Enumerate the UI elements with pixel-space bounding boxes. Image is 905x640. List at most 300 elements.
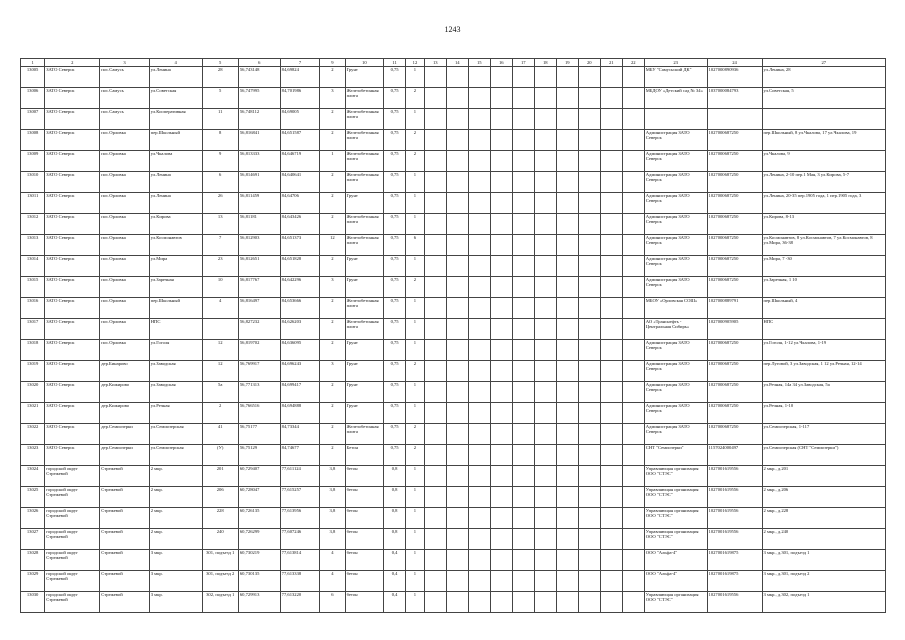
table-cell: 1 xyxy=(406,508,425,529)
table-cell: ЗАТО Северск xyxy=(45,277,100,298)
table-cell xyxy=(622,424,644,445)
table-cell: 1 xyxy=(406,529,425,550)
table-cell: 301, подъезд 1 xyxy=(202,550,238,571)
table-cell xyxy=(556,550,578,571)
table-cell xyxy=(446,151,468,172)
table-cell: 240 xyxy=(202,529,238,550)
table-cell xyxy=(578,235,600,256)
table-cell: городской округ Стрежевой xyxy=(45,487,100,508)
table-cell: ул.Семиозерская xyxy=(149,445,202,466)
table-row xyxy=(21,88,886,109)
table-cell xyxy=(622,508,644,529)
table-cell xyxy=(424,340,446,361)
table-cell: 56,811459 xyxy=(238,193,280,214)
table-cell: Стрежевой xyxy=(100,550,150,571)
table-cell: Администрация ЗАТО Северск xyxy=(644,277,707,298)
table-cell: 0,75 xyxy=(384,88,406,109)
table-cell: ЗАТО Северск xyxy=(45,193,100,214)
table-cell xyxy=(600,235,622,256)
table-cell: 56,812651 xyxy=(238,256,280,277)
table-cell: 0,75 xyxy=(384,193,406,214)
table-cell: ЗАТО Северск xyxy=(45,172,100,193)
table-cell: 2 xyxy=(320,256,345,277)
table-cell: 13020 xyxy=(21,382,45,403)
table-cell: ул.Кирова, 8-13 xyxy=(762,214,885,235)
table-cell: ЗАТО Северск xyxy=(45,235,100,256)
table-cell: бетон xyxy=(345,487,384,508)
table-cell: 3 xyxy=(320,361,345,382)
table-cell xyxy=(512,382,534,403)
table-cell: 2 xyxy=(320,214,345,235)
table-cell xyxy=(490,109,512,130)
table-cell xyxy=(622,88,644,109)
table-cell: 13016 xyxy=(21,298,45,319)
table-cell: 56,747995 xyxy=(238,88,280,109)
table-cell: Железобетонная плита xyxy=(345,235,384,256)
table-cell: 0,75 xyxy=(384,109,406,130)
table-cell: 1027000687250 xyxy=(707,256,762,277)
table-cell: 2 xyxy=(320,319,345,340)
table-cell xyxy=(512,487,534,508)
table-cell xyxy=(556,151,578,172)
table-cell: 0,75 xyxy=(384,277,406,298)
table-cell: Администрация ЗАТО Северск xyxy=(644,172,707,193)
table-cell xyxy=(600,319,622,340)
column-header: 4 xyxy=(149,59,202,67)
table-cell xyxy=(424,361,446,382)
table-cell xyxy=(424,130,446,151)
table-cell: ЗАТО Северск xyxy=(45,319,100,340)
table-cell xyxy=(578,88,600,109)
table-cell: городской округ Стрежевой xyxy=(45,571,100,592)
table-cell: 56,812903 xyxy=(238,235,280,256)
table-cell: пер.Школьный, 4 xyxy=(762,298,885,319)
table-cell: Грунт xyxy=(345,256,384,277)
column-header: 16 xyxy=(490,59,512,67)
table-cell: 77,607246 xyxy=(280,529,320,550)
table-cell xyxy=(512,277,534,298)
table-cell xyxy=(534,487,556,508)
table-cell: ЗАТО Северск xyxy=(45,88,100,109)
table-cell: Стрежевой xyxy=(100,487,150,508)
table-cell: 1027001619556 xyxy=(707,466,762,487)
table-row xyxy=(21,571,886,592)
table-cell: ул.Семиозерская xyxy=(149,424,202,445)
table-cell xyxy=(622,403,644,424)
table-cell: Администрация ЗАТО Северск xyxy=(644,361,707,382)
table-cell: 5 xyxy=(202,88,238,109)
table-cell: 56,816497 xyxy=(238,298,280,319)
table-row xyxy=(21,256,886,277)
table-cell xyxy=(446,529,468,550)
table-cell: 3,8 xyxy=(320,487,345,508)
table-cell xyxy=(468,109,490,130)
table-cell xyxy=(424,550,446,571)
table-cell: 1027000687250 xyxy=(707,235,762,256)
table-cell xyxy=(622,130,644,151)
table-cell: 13009 xyxy=(21,151,45,172)
table-cell xyxy=(446,193,468,214)
table-cell xyxy=(600,445,622,466)
table-cell: ул.Речная, 14а 34 ул.Заводская, 5а xyxy=(762,382,885,403)
table-cell xyxy=(534,214,556,235)
table-cell xyxy=(534,88,556,109)
table-cell xyxy=(534,109,556,130)
table-cell xyxy=(600,340,622,361)
table-cell: пос.Самусь xyxy=(100,67,150,88)
table-cell: Железобетонная плита xyxy=(345,172,384,193)
table-cell xyxy=(446,298,468,319)
table-cell: 2 xyxy=(320,130,345,151)
table-cell xyxy=(600,67,622,88)
table-row xyxy=(21,508,886,529)
table-cell: Стрежевой xyxy=(100,529,150,550)
table-cell: 0,75 xyxy=(384,403,406,424)
table-cell: 206 xyxy=(202,487,238,508)
table-cell: 11 xyxy=(202,109,238,130)
table-cell xyxy=(512,571,534,592)
table-cell xyxy=(512,340,534,361)
table-cell: 2 xyxy=(320,403,345,424)
table-cell: 2 xyxy=(320,298,345,319)
table-cell xyxy=(578,424,600,445)
table-cell: 2 мкр. xyxy=(149,466,202,487)
table-cell xyxy=(446,508,468,529)
table-cell: 84,701986 xyxy=(280,88,320,109)
table-cell: 1 xyxy=(406,403,425,424)
table-cell: ул.Речная, 1-10 xyxy=(762,403,885,424)
table-cell xyxy=(622,592,644,613)
table-cell xyxy=(622,361,644,382)
table-cell xyxy=(622,487,644,508)
table-cell: ул.Ленина, 28 xyxy=(762,67,885,88)
table-cell: бетон xyxy=(345,571,384,592)
table-cell xyxy=(490,130,512,151)
table-cell xyxy=(468,424,490,445)
table-cell: дер.Семиозерки xyxy=(100,445,150,466)
table-cell xyxy=(556,214,578,235)
column-header: 15 xyxy=(468,59,490,67)
table-cell xyxy=(468,382,490,403)
table-cell xyxy=(578,571,600,592)
table-row xyxy=(21,529,886,550)
column-header: 24 xyxy=(707,59,762,67)
table-cell: 5а xyxy=(202,382,238,403)
table-cell: НПС xyxy=(149,319,202,340)
table-cell xyxy=(622,382,644,403)
table-cell xyxy=(512,466,534,487)
table-cell xyxy=(600,172,622,193)
table-cell: 2 мкр. xyxy=(149,529,202,550)
table-cell xyxy=(556,466,578,487)
table-cell: ЗАТО Северск xyxy=(45,403,100,424)
column-header: 9 xyxy=(320,59,345,67)
table-cell: МБДОУ «Детский сад № 34» xyxy=(644,88,707,109)
table-cell: 6 xyxy=(202,172,238,193)
table-cell: 2 xyxy=(320,445,345,466)
table-cell: Железобетонная плита xyxy=(345,424,384,445)
table-cell: Грунт xyxy=(345,403,384,424)
table-cell xyxy=(600,403,622,424)
table-cell: 2 xyxy=(406,88,425,109)
table-cell: Грунт xyxy=(345,340,384,361)
table-cell: дер.Бинарово xyxy=(100,361,150,382)
table-cell xyxy=(468,67,490,88)
table-cell: 56,814691 xyxy=(238,172,280,193)
table-cell: 12 xyxy=(320,235,345,256)
table-cell: 13013 xyxy=(21,235,45,256)
table-cell xyxy=(556,172,578,193)
table-cell: Администрация ЗАТО Северск xyxy=(644,340,707,361)
column-header: 21 xyxy=(600,59,622,67)
table-cell xyxy=(578,256,600,277)
table-row xyxy=(21,340,886,361)
table-cell: Администрация ЗАТО Северск xyxy=(644,235,707,256)
table-cell xyxy=(556,235,578,256)
table-cell: 13005 xyxy=(21,67,45,88)
table-cell: ул.Ленина, 20-35 пер.1905 года, 1 пер.1905 года, 3 xyxy=(762,193,885,214)
table-cell xyxy=(534,340,556,361)
table-cell xyxy=(512,109,534,130)
table-cell xyxy=(424,319,446,340)
table-cell xyxy=(578,403,600,424)
table-cell xyxy=(468,445,490,466)
table-cell xyxy=(424,508,446,529)
table-cell xyxy=(762,109,885,130)
table-cell: 2 xyxy=(320,67,345,88)
table-cell xyxy=(512,445,534,466)
table-cell: Железобетонная плита xyxy=(345,151,384,172)
table-cell xyxy=(446,466,468,487)
table-cell xyxy=(600,424,622,445)
table-cell: бетон xyxy=(345,550,384,571)
table-cell xyxy=(490,487,512,508)
table-cell: пос.Орловка xyxy=(100,130,150,151)
table-cell xyxy=(600,550,622,571)
table-cell: ул.Ленина, 2-10 пер.1 Мая, 3 ул.Кирова, 5-7 xyxy=(762,172,885,193)
table-cell xyxy=(468,550,490,571)
table-cell: 1027001619556 xyxy=(707,529,762,550)
table-cell: 56,748112 xyxy=(238,109,280,130)
table-row xyxy=(21,319,886,340)
table-cell xyxy=(490,214,512,235)
table-cell: 56,817767 xyxy=(238,277,280,298)
table-cell: 77,615257 xyxy=(280,487,320,508)
table-cell: ул.Кооперативная xyxy=(149,109,202,130)
table-cell: 60,728047 xyxy=(238,487,280,508)
table-row xyxy=(21,277,886,298)
table-cell xyxy=(446,277,468,298)
table-row xyxy=(21,130,886,151)
table-cell: дер.Семиозерки xyxy=(100,424,150,445)
table-cell: Грунт xyxy=(345,67,384,88)
table-cell xyxy=(622,109,644,130)
table-cell: пос.Орловка xyxy=(100,277,150,298)
table-cell: 84,651373 xyxy=(280,235,320,256)
table-cell xyxy=(512,508,534,529)
column-header: 6 xyxy=(238,59,280,67)
table-cell xyxy=(556,424,578,445)
table-cell xyxy=(578,508,600,529)
table-cell xyxy=(490,193,512,214)
table-cell: 1 xyxy=(406,571,425,592)
table-cell: Стрежевой xyxy=(100,508,150,529)
table-cell: ЗАТО Северск xyxy=(45,256,100,277)
table-cell: ул.Речная xyxy=(149,403,202,424)
table-cell xyxy=(512,403,534,424)
table-cell xyxy=(468,529,490,550)
table-row xyxy=(21,67,886,88)
table-cell xyxy=(490,256,512,277)
table-cell: Стрежевой xyxy=(100,592,150,613)
table-cell xyxy=(512,193,534,214)
table-row xyxy=(21,403,886,424)
table-cell: 2 xyxy=(320,109,345,130)
column-header: 23 xyxy=(644,59,707,67)
table-cell xyxy=(512,550,534,571)
table-cell xyxy=(512,361,534,382)
table-cell xyxy=(534,466,556,487)
table-cell: ул.Чкалова xyxy=(149,151,202,172)
table-cell: 13022 xyxy=(21,424,45,445)
table-cell xyxy=(490,340,512,361)
table-cell: 13007 xyxy=(21,109,45,130)
table-cell xyxy=(622,340,644,361)
table-cell: 2 xyxy=(320,172,345,193)
table-cell: 0,75 xyxy=(384,256,406,277)
table-cell: 0,75 xyxy=(384,340,406,361)
table-cell xyxy=(446,592,468,613)
table-cell: пос.Орловка xyxy=(100,319,150,340)
table-cell xyxy=(534,172,556,193)
table-cell xyxy=(490,298,512,319)
table-cell: 2 xyxy=(320,340,345,361)
table-cell xyxy=(622,256,644,277)
table-cell xyxy=(512,151,534,172)
table-cell xyxy=(707,109,762,130)
table-cell: 0,75 xyxy=(384,424,406,445)
table-cell: 2 xyxy=(406,361,425,382)
table-cell xyxy=(534,403,556,424)
table-cell xyxy=(512,214,534,235)
table-cell xyxy=(490,445,512,466)
table-cell: 3,8 xyxy=(320,508,345,529)
table-cell xyxy=(600,193,622,214)
table-cell: 2 xyxy=(406,277,425,298)
table-cell: 56,766516 xyxy=(238,403,280,424)
table-cell xyxy=(424,298,446,319)
table-cell: 0,75 xyxy=(384,214,406,235)
table-cell: 84,636095 xyxy=(280,340,320,361)
table-cell: 1027000687250 xyxy=(707,340,762,361)
table-cell: ЗАТО Северск xyxy=(45,340,100,361)
table-cell: ул.Гоголя, 1-12 ул.Чкалова, 1-19 xyxy=(762,340,885,361)
table-cell: городской округ Стрежевой xyxy=(45,466,100,487)
column-header: 1 xyxy=(21,59,45,67)
table-cell xyxy=(534,571,556,592)
table-row xyxy=(21,235,886,256)
table-cell: 3,8 xyxy=(320,466,345,487)
table-cell xyxy=(468,256,490,277)
table-cell: ЗАТО Северск xyxy=(45,361,100,382)
table-cell xyxy=(446,172,468,193)
table-cell xyxy=(490,88,512,109)
table-cell: 1 xyxy=(406,67,425,88)
table-cell: городской округ Стрежевой xyxy=(45,529,100,550)
table-cell xyxy=(622,67,644,88)
table-cell: ул.Кирова xyxy=(149,214,202,235)
table-cell: 1 xyxy=(406,319,425,340)
table-cell: ЗАТО Северск xyxy=(45,214,100,235)
table-cell: 84,696243 xyxy=(280,361,320,382)
table-cell: 0,75 xyxy=(384,445,406,466)
table-cell xyxy=(424,214,446,235)
table-cell: ул.Семиозерская (СНТ "Семиозерки") xyxy=(762,445,885,466)
table-cell: 56,827232 xyxy=(238,319,280,340)
table-cell: ЗАТО Северск xyxy=(45,298,100,319)
table-cell xyxy=(424,487,446,508)
table-cell: 1027001619875 xyxy=(707,550,762,571)
table-cell: ЗАТО Северск xyxy=(45,67,100,88)
table-cell: ул.Ленина xyxy=(149,172,202,193)
table-cell: 13029 xyxy=(21,571,45,592)
table-cell xyxy=(622,298,644,319)
table-cell: 301, подъезд 2 xyxy=(202,571,238,592)
table-cell: 84,643426 xyxy=(280,214,320,235)
table-cell: 13006 xyxy=(21,88,45,109)
table-cell xyxy=(622,193,644,214)
table-cell: 0,75 xyxy=(384,151,406,172)
table-cell: пер.Луговой, 3 ул.Заводская, 1 12 ул.Речная, 12-14 xyxy=(762,361,885,382)
table-cell: 2 xyxy=(406,445,425,466)
table-cell: 2 xyxy=(406,130,425,151)
table-cell: 28 xyxy=(202,67,238,88)
table-cell xyxy=(556,319,578,340)
table-cell: ул.Мира, 7 -30 xyxy=(762,256,885,277)
table-cell: 9 xyxy=(202,151,238,172)
table-cell: 0,75 xyxy=(384,130,406,151)
column-header: 11 xyxy=(384,59,406,67)
table-cell: бетон xyxy=(345,466,384,487)
table-cell: 84,74677 xyxy=(280,445,320,466)
table-cell: (У) xyxy=(202,445,238,466)
table-cell: Администрация ЗАТО Северск xyxy=(644,382,707,403)
table-cell xyxy=(600,529,622,550)
table-cell xyxy=(512,298,534,319)
table-row xyxy=(21,550,886,571)
table-cell: пос.Орловка xyxy=(100,340,150,361)
table-cell: пос.Орловка xyxy=(100,235,150,256)
table-cell: пос.Орловка xyxy=(100,151,150,172)
table-cell xyxy=(534,382,556,403)
table-cell: 77,613338 xyxy=(280,571,320,592)
table-cell: 0,75 xyxy=(384,235,406,256)
table-cell xyxy=(600,382,622,403)
table-row xyxy=(21,466,886,487)
table-cell: Администрация ЗАТО Северск xyxy=(644,256,707,277)
table-cell: ЗАТО Северск xyxy=(45,109,100,130)
table-cell xyxy=(556,361,578,382)
table-cell: 84,699417 xyxy=(280,382,320,403)
table-cell: НПС xyxy=(762,319,885,340)
table-cell: МБОУ «Орловская СОШ» xyxy=(644,298,707,319)
table-cell xyxy=(578,382,600,403)
table-cell: Грунт xyxy=(345,382,384,403)
table-cell xyxy=(468,571,490,592)
table-cell: пер.Школьный xyxy=(149,130,202,151)
table-cell: 1 xyxy=(406,592,425,613)
table-cell xyxy=(622,466,644,487)
